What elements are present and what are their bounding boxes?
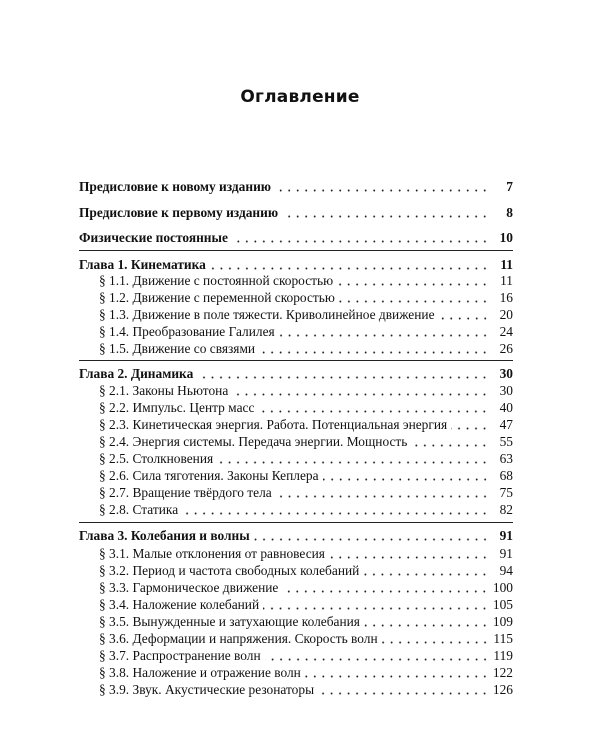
toc-chapter-2[interactable] (79, 364, 513, 381)
leader-dots (275, 181, 489, 192)
toc-page: 11 (500, 273, 513, 288)
toc-section-2-2[interactable] (99, 398, 513, 415)
leader-dots (210, 259, 489, 270)
toc-label: Вынужденные и затухающие колебания (132, 614, 360, 629)
toc-section-3-2[interactable] (99, 561, 513, 578)
leader-dots (259, 343, 489, 354)
toc-label: Движение с переменной скоростью (132, 290, 335, 305)
section-number: § 2.7. (99, 485, 130, 500)
toc-section-1-5[interactable] (99, 339, 513, 356)
leader-dots (258, 402, 489, 413)
toc-section-1-2[interactable] (99, 288, 513, 305)
leader-dots (265, 650, 489, 661)
toc-section-3-9[interactable] (99, 680, 513, 697)
leader-dots (254, 530, 489, 541)
toc-section-2-5[interactable] (99, 449, 513, 466)
toc-section-2-1[interactable] (99, 381, 513, 398)
leader-dots (232, 385, 489, 396)
toc-page: 119 (493, 648, 513, 663)
chapter-divider (79, 360, 513, 361)
chapter-divider (79, 522, 513, 523)
toc-page: 109 (492, 614, 513, 629)
section-number: § 3.9. (99, 682, 130, 697)
section-number: § 3.8. (99, 665, 130, 680)
toc-label: Столкновения (132, 451, 214, 466)
leader-dots (276, 487, 489, 498)
chapter-divider (79, 250, 513, 251)
leader-dots (337, 275, 489, 286)
toc-label: Движение с постоянной скоростью (132, 273, 334, 288)
section-number: § 3.1. (99, 546, 130, 561)
toc-label: Деформации и напряжения. Скорость волн (132, 631, 378, 646)
toc-chapter-1[interactable] (79, 255, 513, 272)
toc-page: 30 (499, 383, 513, 398)
toc-section-3-5[interactable] (99, 612, 513, 629)
toc-section-3-7[interactable] (99, 646, 513, 663)
toc-label: Движение со связями (132, 341, 256, 356)
leader-dots (439, 309, 489, 320)
toc-label: Период и частота свободных колебаний (132, 563, 360, 578)
toc-chapter-3[interactable] (79, 526, 513, 543)
toc-page: 16 (499, 290, 513, 305)
toc-page: 91 (499, 546, 513, 561)
toc-entry-preface-first[interactable] (79, 203, 513, 220)
toc-page: 94 (499, 563, 513, 578)
toc-label: Статика (132, 502, 179, 517)
leader-dots (339, 292, 489, 303)
section-number: § 2.8. (99, 502, 130, 517)
toc-label: Глава 1. Кинематика (79, 257, 206, 272)
toc-entry-preface-new[interactable] (79, 177, 513, 194)
toc-label: Малые отклонения от равновесия (132, 546, 325, 561)
toc-label: Глава 2. Динамика (79, 366, 194, 381)
toc-section-1-4[interactable] (99, 322, 513, 339)
toc-section-2-3[interactable] (99, 415, 513, 432)
section-number: § 1.5. (99, 341, 130, 356)
leader-dots (279, 326, 489, 337)
toc-section-2-8[interactable] (99, 500, 513, 517)
toc-section-3-6[interactable] (99, 629, 513, 646)
leader-dots (197, 368, 489, 379)
toc-label: Физические постоянные (79, 230, 228, 245)
leader-dots (282, 582, 489, 593)
toc-page: 7 (506, 179, 513, 194)
toc-entry-constants[interactable] (79, 228, 513, 245)
section-number: § 2.1. (99, 383, 130, 398)
toc-label: Наложение колебаний (132, 597, 260, 612)
toc-label: Предисловие к новому изданию (79, 179, 272, 194)
leader-dots (182, 504, 489, 515)
toc-label: Глава 3. Колебания и волны (79, 528, 250, 543)
toc-label: Энергия системы. Передача энергии. Мощность (132, 434, 408, 449)
section-number: § 2.4. (99, 434, 130, 449)
section-number: § 3.6. (99, 631, 130, 646)
page-title: Оглавление (240, 87, 360, 107)
toc-section-1-1[interactable] (99, 271, 513, 288)
leader-dots (305, 667, 489, 678)
toc-section-1-3[interactable] (99, 305, 513, 322)
toc-label: Кинетическая энергия. Работа. Потенциальная энергия (132, 417, 448, 432)
toc-section-2-7[interactable] (99, 483, 513, 500)
toc-label: Импульс. Центр масс (132, 400, 255, 415)
section-number: § 1.2. (99, 290, 130, 305)
toc-label: Преобразование Галилея (132, 324, 275, 339)
leader-dots (263, 599, 489, 610)
toc-section-3-1[interactable] (99, 544, 513, 561)
toc-label: Гармоническое движение (132, 580, 279, 595)
leader-dots (217, 453, 489, 464)
toc-label: Звук. Акустические резонаторы (132, 682, 315, 697)
leader-dots (282, 207, 489, 218)
toc-page: 63 (499, 451, 513, 466)
leader-dots (232, 232, 489, 243)
toc-section-3-8[interactable] (99, 663, 513, 680)
leader-dots (323, 470, 489, 481)
leader-dots (363, 565, 489, 576)
toc-section-2-4[interactable] (99, 432, 513, 449)
toc-label: Движение в поле тяжести. Криволинейное движение (132, 307, 435, 322)
toc-page: 11 (500, 257, 513, 272)
toc-label: Законы Ньютона (132, 383, 229, 398)
toc-page: 26 (499, 341, 513, 356)
toc-page: 122 (492, 665, 513, 680)
section-number: § 1.4. (99, 324, 130, 339)
toc-page: 10 (499, 230, 513, 245)
toc-page: 105 (492, 597, 513, 612)
toc-page: 100 (492, 580, 513, 595)
leader-dots (411, 436, 489, 447)
section-number: § 2.5. (99, 451, 130, 466)
leader-dots (451, 419, 489, 430)
toc-page: 91 (499, 528, 513, 543)
toc-page: 40 (499, 400, 513, 415)
toc-page: 82 (499, 502, 513, 517)
section-number: § 3.4. (99, 597, 130, 612)
section-number: § 3.7. (99, 648, 130, 663)
section-number: § 2.6. (99, 468, 130, 483)
toc-page: 55 (499, 434, 513, 449)
section-number: § 2.3. (99, 417, 130, 432)
toc-section-3-3[interactable] (99, 578, 513, 595)
toc-page: 30 (499, 366, 513, 381)
section-number: § 2.2. (99, 400, 130, 415)
toc-label: Наложение и отражение волн (132, 665, 301, 680)
toc-page: 126 (492, 682, 513, 697)
toc-page: 75 (499, 485, 513, 500)
leader-dots (329, 548, 489, 559)
section-number: § 1.1. (99, 273, 130, 288)
toc-label: Сила тяготения. Законы Кеплера (132, 468, 319, 483)
toc-page: 20 (499, 307, 513, 322)
leader-dots (382, 633, 489, 644)
section-number: § 3.3. (99, 580, 130, 595)
toc-label: Распространение волн (132, 648, 261, 663)
toc-label: Предисловие к первому изданию (79, 205, 279, 220)
section-number: § 3.5. (99, 614, 130, 629)
toc-label: Вращение твёрдого тела (132, 485, 272, 500)
toc-section-2-6[interactable] (99, 466, 513, 483)
toc-page: 47 (499, 417, 513, 432)
toc-page: 24 (499, 324, 513, 339)
toc-page: 8 (506, 205, 513, 220)
toc-page: 115 (493, 631, 513, 646)
section-number: § 1.3. (99, 307, 130, 322)
section-number: § 3.2. (99, 563, 130, 578)
leader-dots (364, 616, 489, 627)
toc-section-3-4[interactable] (99, 595, 513, 612)
leader-dots (318, 684, 489, 695)
toc-page: 68 (499, 468, 513, 483)
